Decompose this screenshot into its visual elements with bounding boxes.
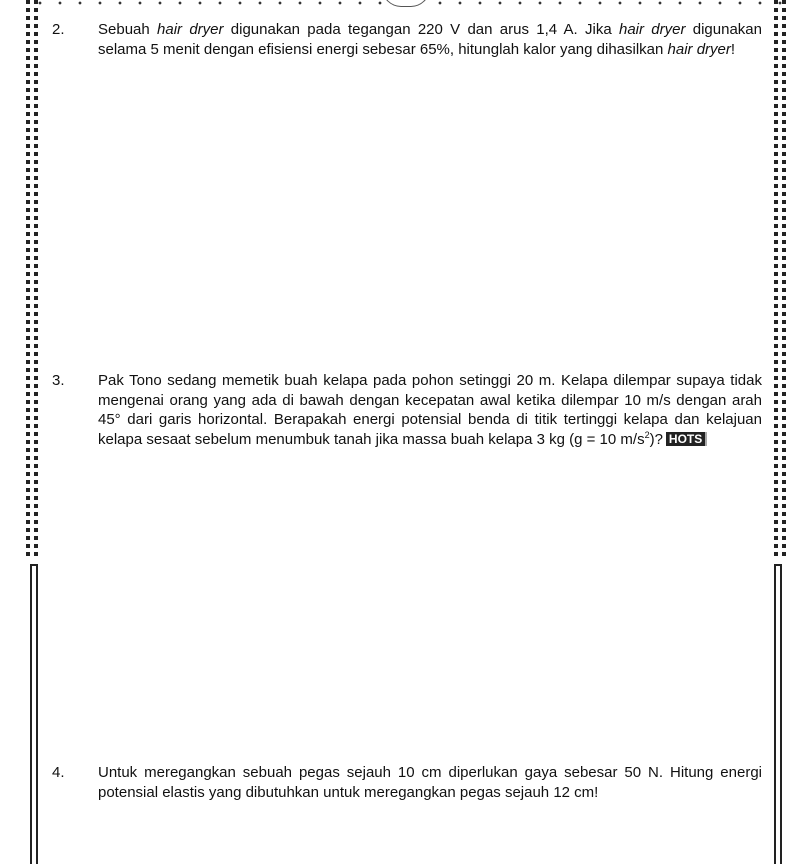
right-rail-border (774, 564, 782, 864)
question-text (98, 20, 762, 59)
question-number: 2. (52, 21, 65, 38)
superscript: 2 (644, 429, 650, 440)
text-segment: digunakan pada tegangan 220 V dan arus 1,4 A. Jika (223, 21, 619, 38)
left-rail-border (30, 564, 38, 864)
question-number: 3. (52, 372, 65, 389)
question-3 (52, 371, 762, 449)
italic-term: hair dryer (667, 40, 731, 58)
question-number: 4. (52, 764, 65, 781)
text-segment: Sebuah (98, 21, 158, 38)
left-chain-border (26, 0, 38, 560)
text-segment: Pak Tono sedang memetik buah kelapa pada pohon setinggi 20 m. Kelapa dilempar supaya tidak mengenai orang yang ada di bawah dengan kecepatan awal ketika dilempar 10 m/s dengan arah 45° dari garis horizontal. Berapakah energi potensial benda di titik tertinggi kelapa dan kelajuan kelapa sesaat sebelum menumbuk tanah jika massa buah kelapa 3 kg (g = 10 m/s (98, 372, 762, 448)
hots-badge: HOTS (666, 432, 707, 446)
right-chain-border (774, 0, 786, 560)
question-4 (52, 763, 762, 802)
italic-term: hair dryer (157, 21, 224, 38)
question-2 (52, 20, 762, 59)
text-segment: ! (730, 40, 736, 58)
text-segment: )? (649, 430, 663, 448)
question-text: Untuk meregangkan sebuah pegas sejauh 10 cm diperlukan gaya sebesar 50 N. Hitung energi potensial elastis yang dibutuhkan untuk meregangkan pegas sejauh 12 cm! (98, 764, 762, 801)
text-segment: digunakan selama 5 menit dengan efisiensi energi sebesar 65%, hitunglah kalor yang dihasilkan (98, 21, 762, 58)
question-text (98, 371, 762, 449)
italic-term: hair dryer (618, 21, 686, 38)
